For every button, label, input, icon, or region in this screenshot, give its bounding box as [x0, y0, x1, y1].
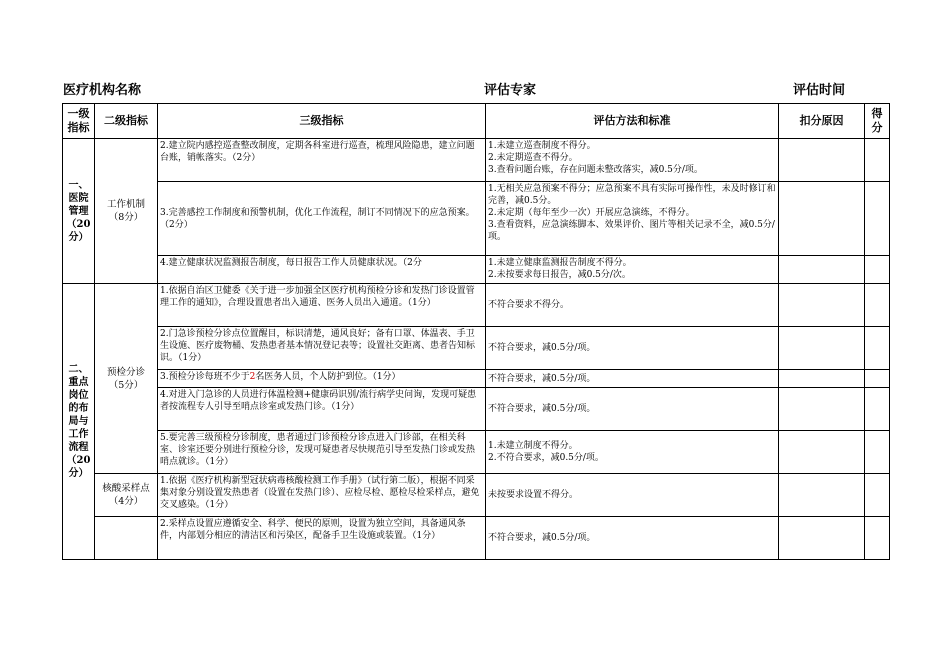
- section-1-label: 一、 医院 管理 （20 分）: [63, 139, 95, 284]
- group-work-mechanism: 工作机制 （8分）: [95, 139, 158, 284]
- eval-time-label: 评估时间: [793, 83, 846, 98]
- method-cell: 1.无相关应急预案不得分；应急预案不具有实际可操作性，未及时修订和完善，减0.5分。 2.未定期（每年至少一次）开展应急演练，不得分。 3.查看资料，应急演练脚本、效果评价、图片等相关记录不全，减0.5分/项。: [486, 182, 779, 256]
- method-cell: 未按要求设置不得分。: [486, 474, 779, 517]
- indicator-cell: 1.依据自治区卫健委《关于进一步加强全区医疗机构预检分诊和发热门诊设置管理工作的通知》，合理设置患者出入通道、医务人员出入通道。（1分）: [158, 284, 486, 327]
- indicator-cell: 5.要完善三级预检分诊制度，患者通过门诊预检分诊点进入门诊部，在相关科室、诊室还要分别进行预检分诊，发现可疑患者尽快规范引导至发热门诊或发热哨点就诊。（1分）: [158, 431, 486, 474]
- score-cell[interactable]: [865, 256, 890, 284]
- method-cell: 不符合要求，减0.5分/项。: [486, 517, 779, 560]
- col-header-level3: 三级指标: [158, 104, 486, 139]
- col-header-score: 得 分: [865, 104, 890, 139]
- deduct-reason-cell[interactable]: [779, 327, 865, 370]
- expert-label: 评估专家: [484, 83, 537, 98]
- score-cell[interactable]: [865, 284, 890, 327]
- method-cell: 不符合要求不得分。: [486, 284, 779, 327]
- indicator-cell: 2.门急诊预检分诊点位置醒目，标识清楚，通风良好；备有口罩、体温表、手卫生设施、医疗废物桶、发热患者基本情况登记表等；设置社交距离、患者告知标识。（1分）: [158, 327, 486, 370]
- deduct-reason-cell[interactable]: [779, 284, 865, 327]
- method-cell: 1.未建立健康监测报告制度不得分。 2.未按要求每日报告，减0.5分/次。: [486, 256, 779, 284]
- table-row: [63, 388, 890, 431]
- col-header-level1: 一级 指标: [63, 104, 95, 139]
- method-cell: 不符合要求，减0.5分/项。: [486, 327, 779, 370]
- score-cell[interactable]: [865, 327, 890, 370]
- deduct-reason-cell[interactable]: [779, 517, 865, 560]
- table-row: [63, 370, 890, 388]
- deduct-reason-cell[interactable]: [779, 256, 865, 284]
- deduct-reason-cell[interactable]: [779, 474, 865, 517]
- col-header-deduct: 扣分原因: [779, 104, 865, 139]
- method-cell: 1.未建立制度不得分。 2.不符合要求，减0.5分/项。: [486, 431, 779, 474]
- score-cell[interactable]: [865, 182, 890, 256]
- indicator-cell: 2.建立院内感控巡查整改制度，定期各科室进行巡查，梳理风险隐患，建立问题台账，销帐落实。（2分）: [158, 139, 486, 182]
- deduct-reason-cell[interactable]: [779, 388, 865, 431]
- indicator-cell: 3.完善感控工作制度和预警机制，优化工作流程，制订不同情况下的应急预案。（2分）: [158, 182, 486, 256]
- table-row: [63, 431, 890, 474]
- score-cell[interactable]: [865, 431, 890, 474]
- highlighted-number: 2: [249, 372, 256, 382]
- method-cell: 不符合要求，减0.5分/项。: [486, 388, 779, 431]
- indicator-cell: 4.建立健康状况监测报告制度，每日报告工作人员健康状况。（2分: [158, 256, 486, 284]
- score-cell[interactable]: [865, 388, 890, 431]
- table-header-row: [63, 104, 890, 139]
- org-name-label: 医疗机构名称: [63, 83, 142, 98]
- table-row: [63, 284, 890, 327]
- table-row: [63, 182, 890, 256]
- score-cell[interactable]: [865, 474, 890, 517]
- table-row: [63, 139, 890, 182]
- group-cell-empty: [95, 517, 158, 560]
- col-header-method: 评估方法和标准: [486, 104, 779, 139]
- group-triage: 预检分诊 （5分）: [95, 284, 158, 474]
- deduct-reason-cell[interactable]: [779, 370, 865, 388]
- method-cell: 不符合要求，减0.5分/项。: [486, 370, 779, 388]
- assessment-table: [62, 103, 890, 560]
- score-cell[interactable]: [865, 370, 890, 388]
- score-cell[interactable]: [865, 139, 890, 182]
- table-row: [63, 517, 890, 560]
- section-2-label: 二、 重点 岗位 的布 局与 工作 流程 （20 分）: [63, 284, 95, 560]
- table-row: [63, 474, 890, 517]
- deduct-reason-cell[interactable]: [779, 182, 865, 256]
- indicator-cell: 1.依据《医疗机构新型冠状病毒核酸检测工作手册》（试行第二版），根据不同采集对象分别设置发热患者（设置在发热门诊）、应检尽检、愿检尽检采样点，避免交叉感染。（1分）: [158, 474, 486, 517]
- indicator-cell: 2.采样点设置应遵循安全、科学、便民的原则，设置为独立空间，具备通风条件，内部划分相应的清洁区和污染区，配备手卫生设施或装置。（1分）: [158, 517, 486, 560]
- col-header-level2: 二级指标: [95, 104, 158, 139]
- method-cell: 1.未建立巡查制度不得分。 2.未定期巡查不得分。 3.查看问题台账，存在问题未整改落实，减0.5分/项。: [486, 139, 779, 182]
- table-row: [63, 327, 890, 370]
- score-cell[interactable]: [865, 517, 890, 560]
- group-nucleic-sampling: 核酸采样点 （4分）: [95, 474, 158, 517]
- deduct-reason-cell[interactable]: [779, 431, 865, 474]
- indicator-cell: 4.对进入门急诊的人员进行体温检测+健康码识别/流行病学史问询，发现可疑患者按流程专人引导至哨点诊室或发热门诊。（1分）: [158, 388, 486, 431]
- deduct-reason-cell[interactable]: [779, 139, 865, 182]
- indicator-cell: 3.预检分诊每班不少于2名医务人员，个人防护到位。（1分）: [158, 370, 486, 388]
- table-row: [63, 256, 890, 284]
